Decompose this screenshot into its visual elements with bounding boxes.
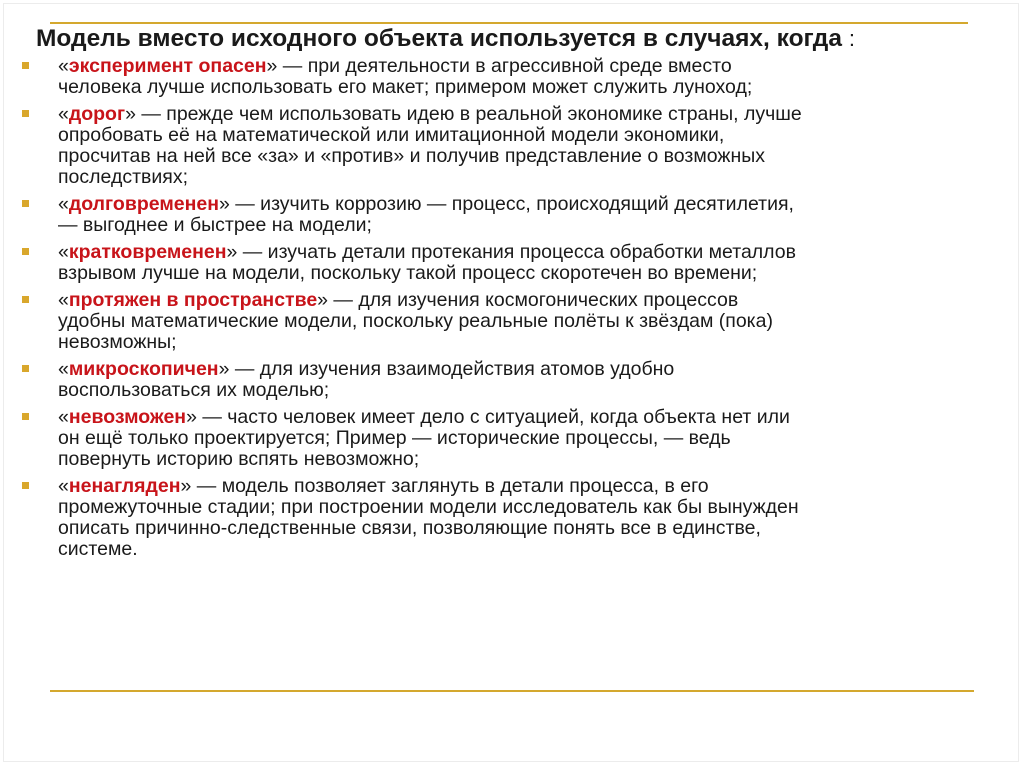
- bullet-first-line: [58, 104, 1002, 125]
- bullet-first-line: [58, 476, 1002, 497]
- bullet-line: удобны математические модели, поскольку реальные полёты к звёздам (пока): [58, 310, 773, 332]
- bullet-keyword: долговременен: [68, 193, 219, 215]
- bullet-line: опробовать её на математической или имитационной модели экономики,: [58, 124, 725, 146]
- open-quote: «: [58, 193, 69, 215]
- bullet-line: невозможны;: [58, 331, 177, 353]
- bullet-marker-icon: [22, 248, 29, 255]
- bullet-item-extended-in-space: [22, 290, 1002, 353]
- open-quote: «: [58, 475, 69, 497]
- open-quote: «: [58, 55, 69, 77]
- bullet-marker-icon: [22, 365, 29, 372]
- bullet-keyword: протяжен в пространстве: [68, 289, 318, 311]
- bullet-first-line-text: » — изучить коррозию — процесс, происходящий десятилетия,: [219, 193, 794, 215]
- bullet-item-dangerous: [22, 56, 1002, 98]
- bullet-list: [22, 56, 1002, 566]
- bullet-item-impossible: [22, 407, 1002, 470]
- bullet-marker-icon: [22, 200, 29, 207]
- bullet-item-short-term: [22, 242, 1002, 284]
- bullet-first-line-text: » — для изучения космогонических процессов: [317, 289, 739, 311]
- open-quote: «: [58, 241, 69, 263]
- bullet-item-expensive: [22, 104, 1002, 188]
- bullet-marker-icon: [22, 413, 29, 420]
- bullet-first-line-text: » — для изучения взаимодействия атомов удобно: [218, 358, 675, 380]
- bullet-first-line: [58, 242, 1002, 263]
- slide-title-text: Модель вместо исходного объекта используется в случаях, когда: [36, 25, 842, 52]
- bullet-marker-icon: [22, 296, 29, 303]
- slide-title-colon: :: [848, 26, 855, 51]
- bullet-keyword: кратковременен: [68, 241, 227, 263]
- bullet-line: описать причинно-следственные связи, позволяющие понять все в единстве,: [58, 517, 761, 539]
- open-quote: «: [58, 103, 69, 125]
- bullet-line: просчитав на ней все «за» и «против» и получив представление о возможных: [58, 145, 765, 167]
- bullet-first-line-text: » — при деятельности в агрессивной среде вместо: [266, 55, 732, 77]
- bullet-line: человека лучше использовать его макет; примером может служить луноход;: [58, 76, 753, 98]
- bullet-keyword: дорог: [68, 103, 126, 125]
- bullet-line: повернуть историю вспять невозможно;: [58, 448, 420, 470]
- bullet-line: системе.: [58, 538, 138, 560]
- bullet-line: — выгоднее и быстрее на модели;: [58, 214, 372, 236]
- bullet-line: последствиях;: [58, 166, 188, 188]
- slide-title: [36, 25, 1016, 53]
- bullet-first-line-text: » — изучать детали протекания процесса обработки металлов: [226, 241, 796, 263]
- bullet-marker-icon: [22, 482, 29, 489]
- bullet-first-line: [58, 290, 1002, 311]
- bullet-first-line: [58, 56, 1002, 77]
- bullet-item-long-term: [22, 194, 1002, 236]
- bullet-line: воспользоваться их моделью;: [58, 379, 330, 401]
- bullet-line: взрывом лучше на модели, поскольку такой процесс скоротечен во времени;: [58, 262, 758, 284]
- bullet-first-line: [58, 407, 1002, 428]
- bullet-line: промежуточные стадии; при построении модели исследователь как бы вынужден: [58, 496, 799, 518]
- bullet-keyword: эксперимент опасен: [68, 55, 267, 77]
- bullet-first-line: [58, 359, 1002, 380]
- open-quote: «: [58, 289, 69, 311]
- open-quote: «: [58, 406, 69, 428]
- bullet-first-line-text: » — часто человек имеет дело с ситуацией, когда объекта нет или: [186, 406, 790, 428]
- bottom-divider: [50, 690, 974, 692]
- bullet-line: он ещё только проектируется; Пример — исторические процессы, — ведь: [58, 427, 731, 449]
- bullet-first-line-text: » — модель позволяет заглянуть в детали процесса, в его: [180, 475, 709, 497]
- bullet-first-line: [58, 194, 1002, 215]
- bullet-keyword: ненаглядeн: [68, 475, 181, 497]
- bullet-keyword: микроскопичен: [68, 358, 219, 380]
- bullet-item-microscopic: [22, 359, 1002, 401]
- bullet-marker-icon: [22, 110, 29, 117]
- bullet-item-not-visual: [22, 476, 1002, 560]
- bullet-first-line-text: » — прежде чем использовать идею в реальной экономике страны, лучше: [125, 103, 802, 125]
- open-quote: «: [58, 358, 69, 380]
- bullet-marker-icon: [22, 62, 29, 69]
- top-divider: [50, 22, 968, 24]
- bullet-keyword: невозможен: [68, 406, 187, 428]
